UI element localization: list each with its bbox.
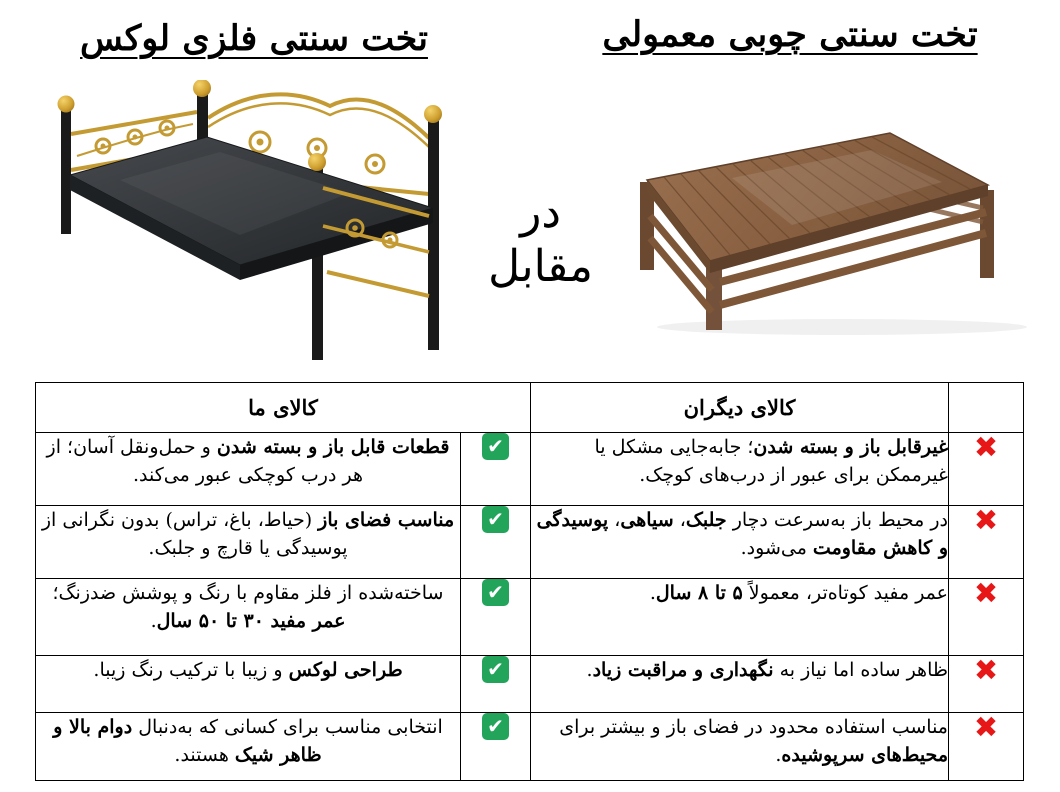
- check-cell: [461, 506, 531, 579]
- check-cell: [461, 656, 531, 713]
- check-cell: [461, 579, 531, 656]
- text-segment: هستند.: [174, 744, 235, 767]
- comparison-table-body: [36, 430, 1024, 781]
- text-segment: .: [775, 744, 782, 767]
- cross-cell: [949, 503, 1024, 579]
- check-icon: ✔: [482, 713, 509, 740]
- check-icon: ✔: [482, 433, 509, 460]
- cross-icon: ✖: [973, 503, 999, 537]
- text-segment: .: [586, 659, 593, 681]
- text-segment: (حیاط، باغ، تراس) بدون نگرانی از پوسیدگی یا قارچ و جلبک.: [41, 509, 348, 560]
- text-segment: ،: [673, 509, 686, 531]
- cross-icon: ✖: [973, 653, 999, 687]
- cross-cell: [949, 430, 1024, 506]
- text-segment: .: [649, 582, 656, 604]
- text-segment: .: [150, 610, 157, 633]
- text-segment: می‌شود.: [740, 537, 813, 560]
- text-segment: ،: [608, 509, 621, 531]
- table-row: [36, 506, 1024, 579]
- text-segment: قطعات قابل باز و بسته شدن: [216, 436, 450, 458]
- text-segment: در محیط باز به‌سرعت دچار: [726, 509, 948, 531]
- text-segment: انتخابی مناسب برای کسانی که به‌دنبال: [132, 716, 443, 738]
- others-product-cell: [531, 713, 949, 781]
- check-cell: [461, 433, 531, 506]
- our-product-cell: [36, 656, 461, 713]
- text-segment: جلبک: [685, 509, 727, 531]
- others-product-cell: [531, 433, 949, 506]
- text-segment: ساخته‌شده از فلز مقاوم با رنگ و پوشش ضدزنگ؛: [52, 582, 444, 604]
- others-product-cell: [531, 656, 949, 713]
- table-row: [36, 713, 1024, 781]
- text-segment: طراحی لوکس: [288, 659, 403, 681]
- text-segment: و زیبا با ترکیب رنگ زیبا.: [93, 659, 289, 681]
- text-segment: مناسب فضای باز: [318, 509, 455, 531]
- text-segment: و حمل‌ونقل آسان؛ از هر درب کوچکی عبور می‌کند.: [46, 436, 363, 487]
- cross-cell: [949, 710, 1024, 781]
- versus-text: [468, 186, 613, 293]
- header-ours: کالای ما: [36, 383, 531, 433]
- header-empty-cell: [949, 383, 1024, 433]
- our-product-cell: [36, 433, 461, 506]
- text-segment: محیط‌های سرپوشیده: [781, 744, 948, 767]
- bed-leg: [706, 266, 722, 330]
- title-metal-bed: تخت سنتی فلزی لوکس: [80, 18, 428, 59]
- text-segment: مناسب استفاده محدود در فضای باز و بیشتر برای: [559, 716, 948, 738]
- table-header-row: [36, 383, 1024, 433]
- versus-line-1: در: [520, 187, 561, 238]
- title-wooden-bed: تخت سنتی چوبی معمولی: [602, 14, 978, 55]
- text-segment: ۵ تا ۸ سال: [655, 582, 743, 604]
- text-segment: ظاهر ساده اما نیاز به: [773, 659, 948, 681]
- table-row: [36, 579, 1024, 656]
- metal-luxury-bed-image: [25, 80, 470, 372]
- table-row: [36, 433, 1024, 506]
- others-product-cell: [531, 506, 949, 579]
- text-segment: نگهداری و مراقبت زیاد: [592, 659, 774, 681]
- cross-icon: ✖: [973, 576, 999, 610]
- check-cell: [461, 713, 531, 781]
- text-segment: سیاهی: [620, 509, 674, 531]
- check-icon: ✔: [482, 656, 509, 683]
- wooden-traditional-bed-image: [612, 120, 1040, 338]
- versus-line-2: مقابل: [488, 240, 593, 292]
- table-row: [36, 656, 1024, 713]
- check-icon: ✔: [482, 506, 509, 533]
- text-segment: غیرقابل باز و بسته شدن: [753, 436, 948, 458]
- cross-icon: ✖: [973, 710, 999, 744]
- header-others: کالای دیگران: [531, 383, 949, 433]
- comparison-table: [35, 382, 1024, 781]
- others-product-cell: [531, 579, 949, 656]
- text-segment: عمر مفید ۳۰ تا ۵۰ سال: [156, 610, 346, 633]
- text-segment: عمر مفید کوتاه‌تر، معمولاً: [742, 582, 948, 604]
- cross-cell: [949, 653, 1024, 713]
- our-product-cell: [36, 579, 461, 656]
- our-product-cell: [36, 713, 461, 781]
- text-segment: پوسیدگی و کاهش مقاومت: [536, 509, 948, 560]
- our-product-cell: [36, 506, 461, 579]
- text-segment: ؛ جابه‌جایی مشکل یا غیرممکن برای عبور از درب‌های کوچک.: [594, 436, 948, 487]
- check-icon: ✔: [482, 579, 509, 606]
- text-segment: دوام بالا و ظاهر شیک: [53, 716, 322, 767]
- cross-icon: ✖: [973, 430, 999, 464]
- cross-cell: [949, 576, 1024, 656]
